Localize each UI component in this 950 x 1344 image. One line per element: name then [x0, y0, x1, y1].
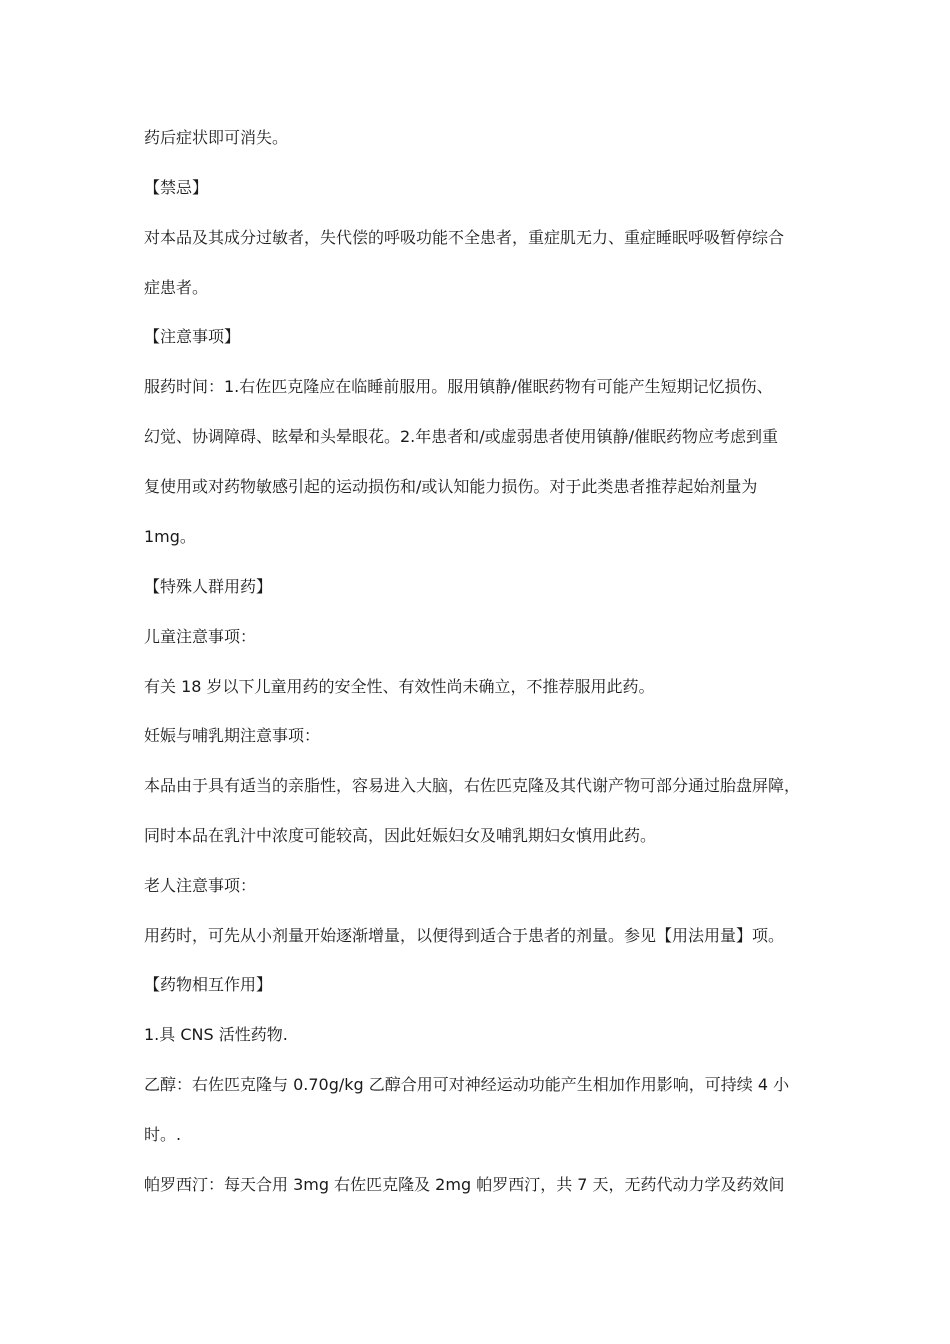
- section-heading-special-populations: 【特殊人群用药】: [144, 577, 273, 596]
- text-line: 症患者。: [144, 278, 209, 297]
- text-line: 时。.: [144, 1125, 182, 1144]
- subheading-elderly: 老人注意事项：: [144, 876, 257, 895]
- text-line: 乙醇：右佐匹克隆与 0.70g/kg 乙醇合用可对神经运动功能产生相加作用影响，可持续 4 小: [144, 1075, 790, 1094]
- section-heading-contraindications: 【禁忌】: [144, 178, 209, 197]
- text-line: 同时本品在乳汁中浓度可能较高，因此妊娠妇女及哺乳期妇女慎用此药。: [144, 826, 657, 845]
- section-heading-precautions: 【注意事项】: [144, 327, 241, 346]
- text-line: 药后症状即可消失。: [144, 128, 289, 147]
- text-line: 有关 18 岁以下儿童用药的安全性、有效性尚未确立，不推荐服用此药。: [144, 677, 655, 696]
- text-line: 对本品及其成分过敏者，失代偿的呼吸功能不全患者，重症肌无力、重症睡眠呼吸暂停综合: [144, 228, 785, 247]
- subheading-pregnancy: 妊娠与哺乳期注意事项：: [144, 726, 321, 745]
- text-line: 1mg。: [144, 527, 196, 546]
- subheading-children: 儿童注意事项：: [144, 627, 257, 646]
- section-heading-interactions: 【药物相互作用】: [144, 975, 273, 994]
- text-line: 幻觉、协调障碍、眩晕和头晕眼花。2.年患者和/或虚弱患者使用镇静/催眠药物应考虑到重: [144, 427, 779, 446]
- text-line: 本品由于具有适当的亲脂性，容易进入大脑，右佐匹克隆及其代谢产物可部分通过胎盘屏障，: [144, 776, 801, 795]
- text-line: 1.具 CNS 活性药物.: [144, 1025, 288, 1044]
- text-line: 用药时，可先从小剂量开始逐渐增量，以便得到适合于患者的剂量。参见【用法用量】项。: [144, 926, 785, 945]
- text-line: 服药时间：1.右佐匹克隆应在临睡前服用。服用镇静/催眠药物有可能产生短期记忆损伤、: [144, 377, 773, 396]
- text-line: 帕罗西汀：每天合用 3mg 右佐匹克隆及 2mg 帕罗西汀，共 7 天，无药代动力学及药效间: [144, 1175, 785, 1194]
- text-line: 复使用或对药物敏感引起的运动损伤和/或认知能力损伤。对于此类患者推荐起始剂量为: [144, 477, 758, 496]
